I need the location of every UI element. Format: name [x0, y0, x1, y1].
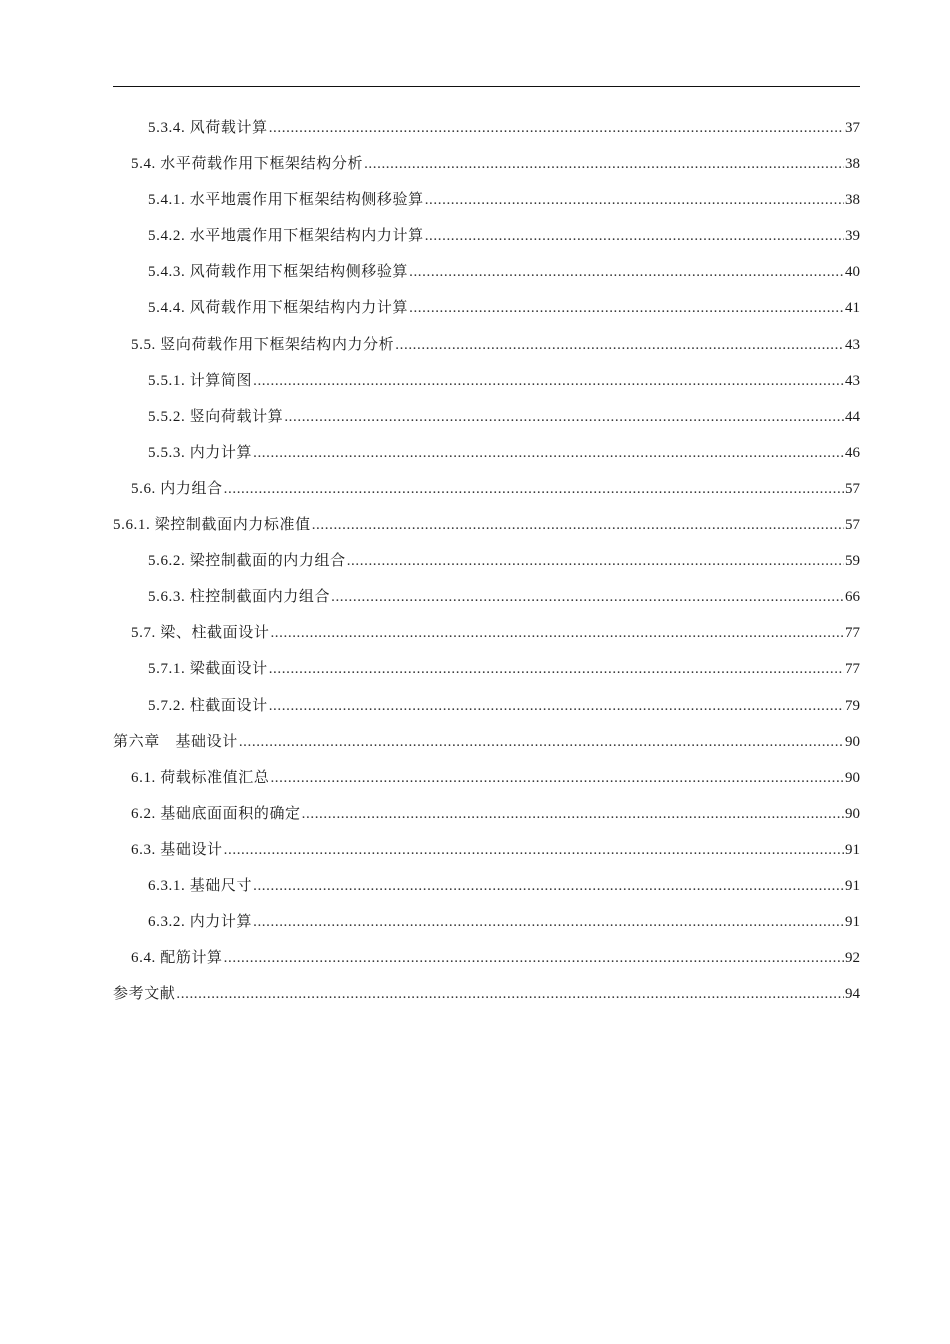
toc-entry-page: 90 — [845, 805, 860, 822]
toc-entry[interactable] — [113, 218, 860, 254]
header-rule — [113, 86, 860, 87]
toc-entry-page: 90 — [845, 769, 860, 786]
toc-entry-page: 91 — [845, 914, 860, 931]
toc-entry-page: 43 — [845, 336, 860, 353]
toc-leader-dots — [270, 615, 844, 651]
toc-leader-dots — [331, 579, 844, 615]
toc-entry-page: 94 — [845, 986, 860, 1003]
toc-leader-dots — [253, 868, 844, 904]
toc-entry-title: 6.3.2. 内力计算 — [148, 914, 253, 931]
toc-entry-title: 5.4.1. 水平地震作用下框架结构侧移验算 — [148, 192, 424, 209]
toc-leader-dots — [269, 110, 844, 146]
toc-entry-title: 6.1. 荷载标准值汇总 — [131, 769, 270, 786]
toc-entry-title: 5.4. 水平荷载作用下框架结构分析 — [131, 156, 364, 173]
toc-entry[interactable] — [113, 976, 860, 1012]
toc-leader-dots — [269, 688, 844, 724]
toc-leader-dots — [395, 327, 844, 363]
toc-entry[interactable] — [113, 615, 860, 651]
toc-entry[interactable] — [113, 651, 860, 687]
toc-entry-title: 6.3.1. 基础尺寸 — [148, 877, 253, 894]
toc-leader-dots — [239, 724, 844, 760]
toc-entry-title: 第六章 基础设计 — [113, 733, 238, 750]
toc-leader-dots — [253, 363, 844, 399]
toc-entry-title: 5.7.2. 柱截面设计 — [148, 697, 268, 714]
toc-entry-title: 5.3.4. 风荷载计算 — [148, 120, 268, 136]
toc-entry-title: 5.5.3. 内力计算 — [148, 444, 253, 461]
toc-leader-dots — [253, 435, 844, 471]
toc-entry[interactable] — [113, 399, 860, 435]
toc-entry-title: 6.3. 基础设计 — [131, 841, 223, 858]
toc-leader-dots — [409, 290, 844, 326]
toc-entry[interactable] — [113, 796, 860, 832]
toc-entry-title: 5.7. 梁、柱截面设计 — [131, 625, 270, 642]
toc-entry-page: 57 — [845, 480, 860, 497]
toc-entry[interactable] — [113, 327, 860, 363]
toc-entry-page: 91 — [845, 841, 860, 858]
toc-entry-title: 5.7.1. 梁截面设计 — [148, 661, 268, 678]
toc-entry[interactable] — [113, 146, 860, 182]
toc-entry-title: 5.5.2. 竖向荷载计算 — [148, 408, 284, 425]
toc-leader-dots — [425, 182, 844, 218]
toc-entry-title: 5.6. 内力组合 — [131, 480, 223, 497]
toc-entry-page: 92 — [845, 950, 860, 967]
toc-leader-dots — [224, 940, 844, 976]
toc-leader-dots — [347, 543, 844, 579]
toc-leader-dots — [425, 218, 844, 254]
toc-entry-page: 38 — [845, 192, 860, 209]
toc-entry[interactable] — [113, 182, 860, 218]
toc-entry[interactable] — [113, 724, 860, 760]
toc-leader-dots — [253, 904, 844, 940]
toc-entry-title: 参考文献 — [113, 986, 176, 1003]
toc-entry-page: 77 — [845, 661, 860, 678]
toc-entry-page: 44 — [845, 408, 860, 425]
toc-leader-dots — [284, 399, 844, 435]
toc-entry-page: 91 — [845, 877, 860, 894]
toc-leader-dots — [224, 832, 844, 868]
toc-entry-title: 5.4.3. 风荷载作用下框架结构侧移验算 — [148, 264, 409, 281]
toc-entry-title: 5.5.1. 计算简图 — [148, 372, 253, 389]
toc-entry-title: 5.6.2. 梁控制截面的内力组合 — [148, 553, 346, 570]
table-of-contents — [113, 110, 860, 1012]
toc-entry[interactable] — [113, 832, 860, 868]
toc-leader-dots — [409, 254, 844, 290]
toc-entry-title: 5.6.1. 梁控制截面内力标准值 — [113, 517, 311, 534]
toc-entry-page: 38 — [845, 156, 860, 173]
toc-entry-title: 5.4.2. 水平地震作用下框架结构内力计算 — [148, 228, 424, 245]
toc-entry-page: 37 — [845, 120, 860, 136]
toc-entry[interactable] — [113, 760, 860, 796]
toc-entry-page: 66 — [845, 589, 860, 606]
toc-entry-page: 39 — [845, 228, 860, 245]
toc-entry-page: 43 — [845, 372, 860, 389]
toc-entry[interactable] — [113, 110, 860, 146]
toc-entry[interactable] — [113, 688, 860, 724]
toc-entry-page: 57 — [845, 517, 860, 534]
toc-entry[interactable] — [113, 579, 860, 615]
toc-entry[interactable] — [113, 507, 860, 543]
toc-entry-title: 5.6.3. 柱控制截面内力组合 — [148, 589, 331, 606]
toc-leader-dots — [176, 976, 844, 1012]
toc-entry-title: 5.4.4. 风荷载作用下框架结构内力计算 — [148, 300, 409, 317]
toc-entry-page: 90 — [845, 733, 860, 750]
toc-entry[interactable] — [113, 290, 860, 326]
toc-entry-title: 5.5. 竖向荷载作用下框架结构内力分析 — [131, 336, 395, 353]
toc-entry[interactable] — [113, 363, 860, 399]
toc-entry-page: 46 — [845, 444, 860, 461]
toc-entry[interactable] — [113, 940, 860, 976]
toc-entry[interactable] — [113, 254, 860, 290]
toc-leader-dots — [312, 507, 844, 543]
toc-leader-dots — [269, 651, 844, 687]
toc-entry[interactable] — [113, 435, 860, 471]
toc-entry[interactable] — [113, 868, 860, 904]
toc-leader-dots — [270, 760, 844, 796]
toc-entry[interactable] — [113, 904, 860, 940]
toc-entry-title: 6.2. 基础底面面积的确定 — [131, 805, 301, 822]
toc-entry-page: 59 — [845, 553, 860, 570]
toc-entry[interactable] — [113, 471, 860, 507]
toc-entry-page: 77 — [845, 625, 860, 642]
toc-entry-page: 79 — [845, 697, 860, 714]
toc-entry[interactable] — [113, 543, 860, 579]
toc-entry-title: 6.4. 配筋计算 — [131, 950, 223, 967]
toc-entry-page: 40 — [845, 264, 860, 281]
toc-leader-dots — [224, 471, 844, 507]
toc-leader-dots — [302, 796, 844, 832]
toc-entry-page: 41 — [845, 300, 860, 317]
toc-leader-dots — [364, 146, 844, 182]
